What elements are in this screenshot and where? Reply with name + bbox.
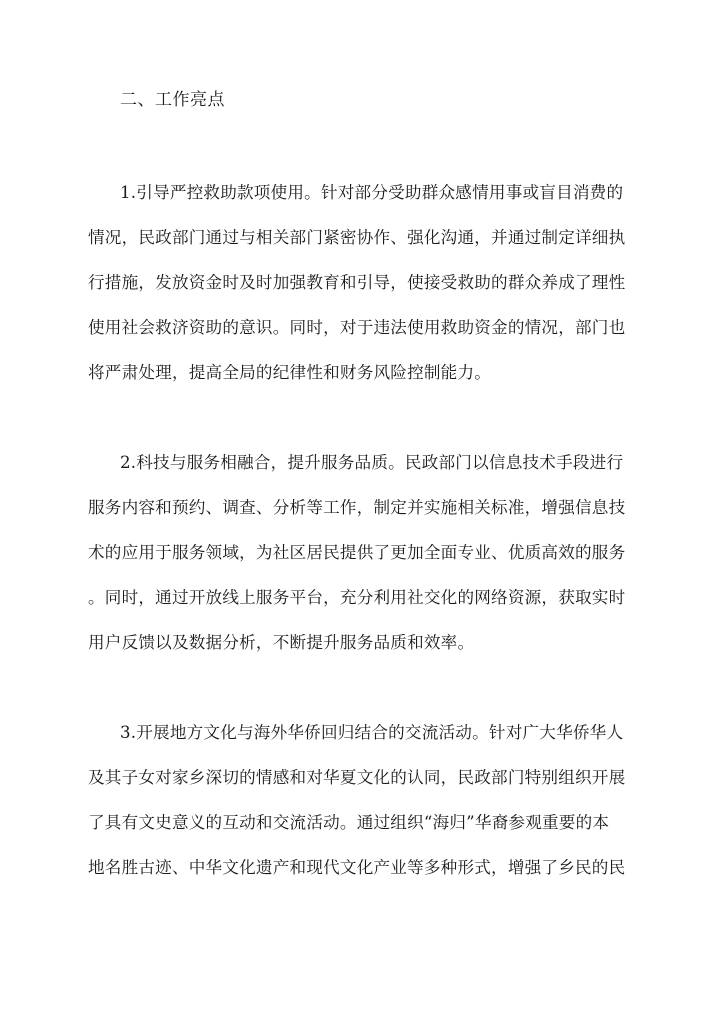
paragraph-line: 2.科技与服务相融合，提升服务品质。民政部门以信息技术手段进行 <box>120 453 624 472</box>
paragraph-line: 了具有文史意义的互动和交流活动。通过组织“海归”华裔参观重要的本 <box>88 813 610 832</box>
paragraph-1 <box>88 181 634 406</box>
paragraph-line: 地名胜古迹、中华文化遗产和现代文化产业等多种形式，增强了乡民的民 <box>88 858 626 877</box>
paragraph-line: 。同时，通过开放线上服务平台，充分利用社交化的网络资源，获取实时 <box>88 588 626 607</box>
paragraph-line: 情况，民政部门通过与相关部门紧密协作、强化沟通，并通过制定详细执 <box>88 228 626 247</box>
paragraph-line: 及其子女对家乡深切的情感和对华夏文化的认同，民政部门特别组织开展 <box>88 768 626 787</box>
paragraph-line: 用户反馈以及数据分析，不断提升服务品质和效率。 <box>88 633 475 652</box>
paragraph-line: 3.开展地方文化与海外华侨回归结合的交流活动。针对广大华侨华人 <box>120 723 624 742</box>
paragraph-line: 服务内容和预约、调查、分析等工作，制定并实施相关标准，增强信息技 <box>88 498 626 517</box>
paragraph-3 <box>88 721 634 901</box>
section-heading: 二、工作亮点 <box>120 90 225 110</box>
paragraph-line: 行措施，发放资金时及时加强教育和引导，使接受救助的群众养成了理性 <box>88 273 626 292</box>
paragraph-line: 术的应用于服务领域，为社区居民提供了更加全面专业、优质高效的服务 <box>88 543 626 562</box>
paragraph-2 <box>88 451 634 676</box>
paragraph-line: 将严肃处理，提高全局的纪律性和财务风险控制能力。 <box>88 363 492 382</box>
paragraph-line: 使用社会救济资助的意识。同时，对于违法使用救助资金的情况，部门也 <box>88 318 626 337</box>
paragraph-line: 1.引导严控救助款项使用。针对部分受助群众感情用事或盲目消费的 <box>120 183 624 202</box>
